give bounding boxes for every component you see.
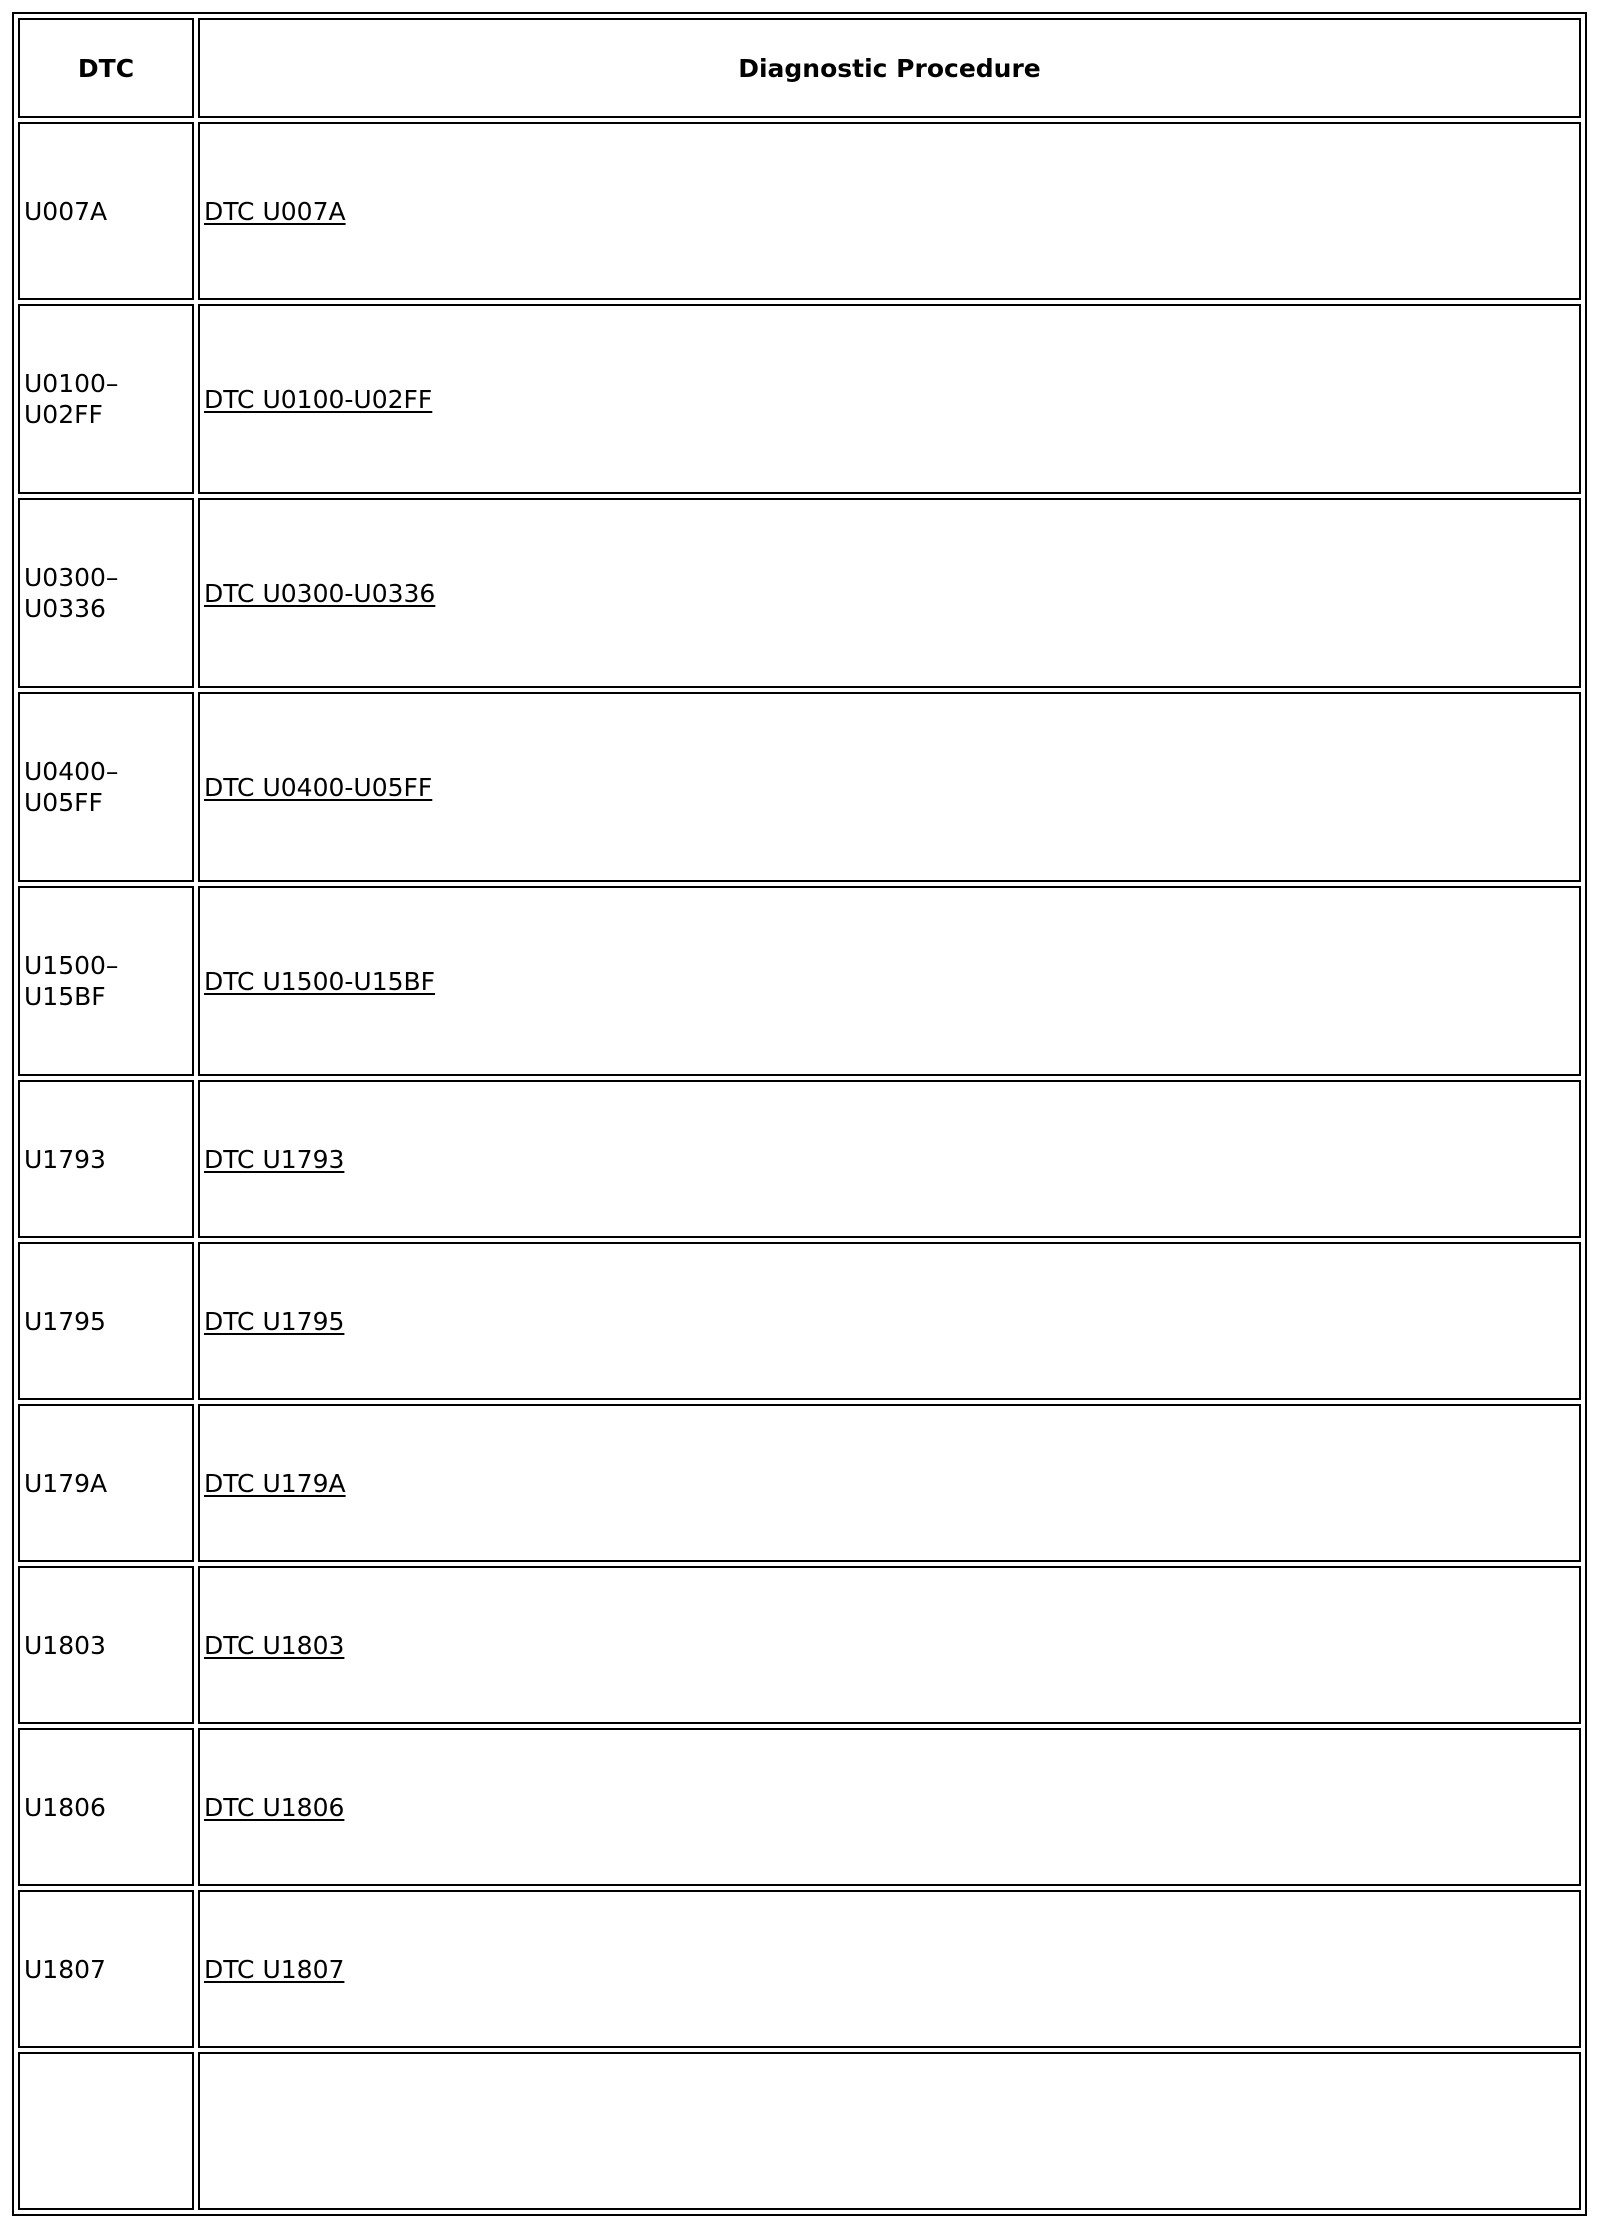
dtc-code bbox=[18, 1404, 194, 1562]
dtc-code-line: U007A bbox=[24, 196, 108, 226]
dtc-code-line: U0300– bbox=[24, 563, 119, 592]
procedure-link[interactable]: DTC U1793 bbox=[204, 1144, 345, 1174]
dtc-code bbox=[18, 692, 194, 882]
dtc-code bbox=[18, 2052, 194, 2210]
dtc-code-line: U0100– bbox=[24, 369, 119, 398]
table-row bbox=[18, 304, 1581, 494]
procedure-link[interactable]: DTC U1806 bbox=[204, 1792, 345, 1822]
procedure-link[interactable]: DTC U0400-U05FF bbox=[204, 772, 433, 802]
dtc-code-line: U1793 bbox=[24, 1144, 106, 1174]
table-row bbox=[18, 1566, 1581, 1724]
procedure-cell bbox=[198, 1242, 1581, 1400]
dtc-code bbox=[18, 1890, 194, 2048]
table-row-partial bbox=[18, 2052, 1581, 2210]
dtc-code-line: U1807 bbox=[24, 1954, 106, 1984]
procedure-cell bbox=[198, 304, 1581, 494]
procedure-link[interactable]: DTC U007A bbox=[204, 196, 346, 226]
procedure-cell bbox=[198, 1728, 1581, 1886]
table-row bbox=[18, 886, 1581, 1076]
dtc-code bbox=[18, 886, 194, 1076]
procedure-link[interactable]: DTC U0100-U02FF bbox=[204, 384, 433, 414]
table-header-row bbox=[18, 18, 1581, 118]
dtc-code-line: U15BF bbox=[24, 982, 106, 1011]
procedure-cell bbox=[198, 1404, 1581, 1562]
dtc-code bbox=[18, 1080, 194, 1238]
table-row bbox=[18, 122, 1581, 300]
table-row bbox=[18, 1728, 1581, 1886]
dtc-code-line: U0400– bbox=[24, 757, 119, 786]
procedure-link[interactable]: DTC U1807 bbox=[204, 1954, 345, 1984]
procedure-link[interactable]: DTC U0300-U0336 bbox=[204, 578, 436, 608]
dtc-code bbox=[18, 1242, 194, 1400]
procedure-cell bbox=[198, 1080, 1581, 1238]
dtc-code bbox=[18, 122, 194, 300]
dtc-code-line: U05FF bbox=[24, 788, 103, 817]
dtc-code bbox=[18, 498, 194, 688]
dtc-code-line: U0336 bbox=[24, 594, 106, 623]
dtc-table-container bbox=[12, 12, 1587, 2216]
dtc-code-line: U1500– bbox=[24, 951, 119, 980]
table-row bbox=[18, 1890, 1581, 2048]
procedure-link[interactable]: DTC U1803 bbox=[204, 1630, 345, 1660]
procedure-cell bbox=[198, 498, 1581, 688]
dtc-code bbox=[18, 1566, 194, 1724]
dtc-table bbox=[12, 12, 1587, 2216]
dtc-code-line: U1795 bbox=[24, 1306, 106, 1336]
dtc-code bbox=[18, 1728, 194, 1886]
table-row bbox=[18, 692, 1581, 882]
dtc-code-line: U179A bbox=[24, 1468, 108, 1498]
procedure-link[interactable]: DTC U1500-U15BF bbox=[204, 966, 436, 996]
procedure-cell bbox=[198, 692, 1581, 882]
table-row bbox=[18, 1080, 1581, 1238]
procedure-link[interactable]: DTC U179A bbox=[204, 1468, 346, 1498]
dtc-code bbox=[18, 304, 194, 494]
dtc-code-line: U1806 bbox=[24, 1792, 106, 1822]
header-diagnostic-procedure: Diagnostic Procedure bbox=[198, 18, 1581, 118]
header-dtc: DTC bbox=[18, 18, 194, 118]
procedure-cell bbox=[198, 886, 1581, 1076]
procedure-cell bbox=[198, 1566, 1581, 1724]
dtc-code-line: U1803 bbox=[24, 1630, 106, 1660]
table-row bbox=[18, 1242, 1581, 1400]
dtc-code-line: U02FF bbox=[24, 400, 103, 429]
procedure-cell bbox=[198, 2052, 1581, 2210]
procedure-cell bbox=[198, 122, 1581, 300]
procedure-link[interactable]: DTC U1795 bbox=[204, 1306, 345, 1336]
table-row bbox=[18, 1404, 1581, 1562]
table-row bbox=[18, 498, 1581, 688]
procedure-cell bbox=[198, 1890, 1581, 2048]
